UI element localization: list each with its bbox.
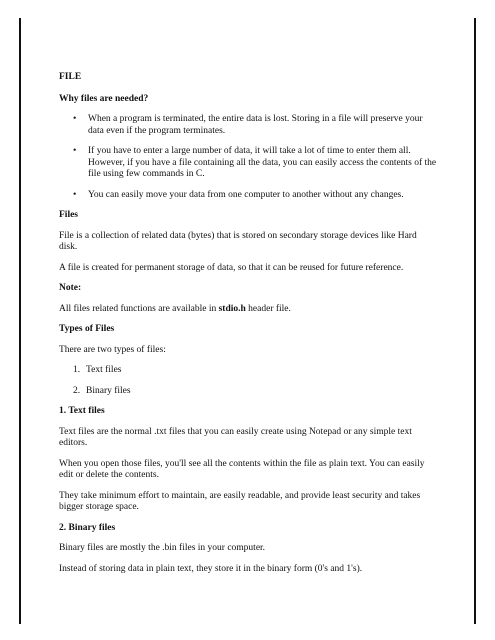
text-files-paragraph-2: When you open those files, you'll see all the contents within the file as plain text. You can easily edit or delete the contents. bbox=[59, 458, 425, 480]
list-item bbox=[59, 146, 437, 181]
files-purpose-paragraph: A file is created for permanent storage of data, so that it can be reused for future reference. bbox=[59, 262, 404, 273]
note-heading: Note: bbox=[59, 283, 82, 293]
left-page-border bbox=[19, 18, 21, 624]
binary-files-paragraph-2: Instead of storing data in plain text, they store it in the binary form (0's and 1's). bbox=[59, 563, 363, 574]
document-body bbox=[59, 72, 437, 584]
bullet-icon: • bbox=[73, 114, 77, 124]
note-text-before: All files related functions are available in bbox=[59, 303, 219, 314]
document-title: FILE bbox=[59, 72, 82, 82]
types-list bbox=[59, 365, 437, 397]
list-number: 2. bbox=[73, 385, 81, 396]
list-item-text: Binary files bbox=[86, 385, 131, 396]
list-item bbox=[59, 190, 437, 202]
binary-files-heading: 2. Binary files bbox=[59, 522, 116, 533]
list-number: 1. bbox=[73, 365, 81, 375]
note-header-name: stdio.h bbox=[218, 303, 246, 314]
types-intro-paragraph: There are two types of files: bbox=[59, 344, 166, 355]
why-files-list bbox=[59, 114, 437, 201]
list-item bbox=[59, 365, 437, 377]
list-item-text: You can easily move your data from one computer to another without any changes. bbox=[88, 189, 404, 200]
binary-files-paragraph-1: Binary files are mostly the .bin files in your computer. bbox=[59, 543, 266, 553]
text-files-paragraph-1: Text files are the normal .txt files that you can easily create using Notepad or any simple text editors. bbox=[59, 426, 412, 448]
list-item bbox=[59, 386, 437, 398]
bullet-icon: • bbox=[73, 189, 77, 200]
right-page-border bbox=[474, 18, 476, 624]
bullet-icon: • bbox=[73, 146, 77, 156]
text-files-paragraph-3: They take minimum effort to maintain, are easily readable, and provide least security and takes bigger storage space. bbox=[59, 490, 421, 512]
list-item-text: Text files bbox=[86, 365, 122, 375]
list-item-text: When a program is terminated, the entire data is lost. Storing in a file will preserve your data even if the program terminates. bbox=[88, 114, 423, 136]
why-files-heading: Why files are needed? bbox=[59, 93, 149, 104]
files-heading: Files bbox=[59, 210, 78, 220]
note-paragraph bbox=[59, 304, 437, 316]
text-files-heading: 1. Text files bbox=[59, 406, 105, 416]
list-item-text: If you have to enter a large number of data, it will take a lot of time to enter them all. However, if you have a file containing all the data, you can easily access the contents of the file using few commands in C. bbox=[88, 146, 437, 179]
files-definition-paragraph: File is a collection of related data (bytes) that is stored on secondary storage devices like Hard disk. bbox=[59, 230, 417, 252]
note-text-after: header file. bbox=[245, 303, 291, 314]
list-item bbox=[59, 114, 437, 137]
types-of-files-heading: Types of Files bbox=[59, 324, 115, 334]
